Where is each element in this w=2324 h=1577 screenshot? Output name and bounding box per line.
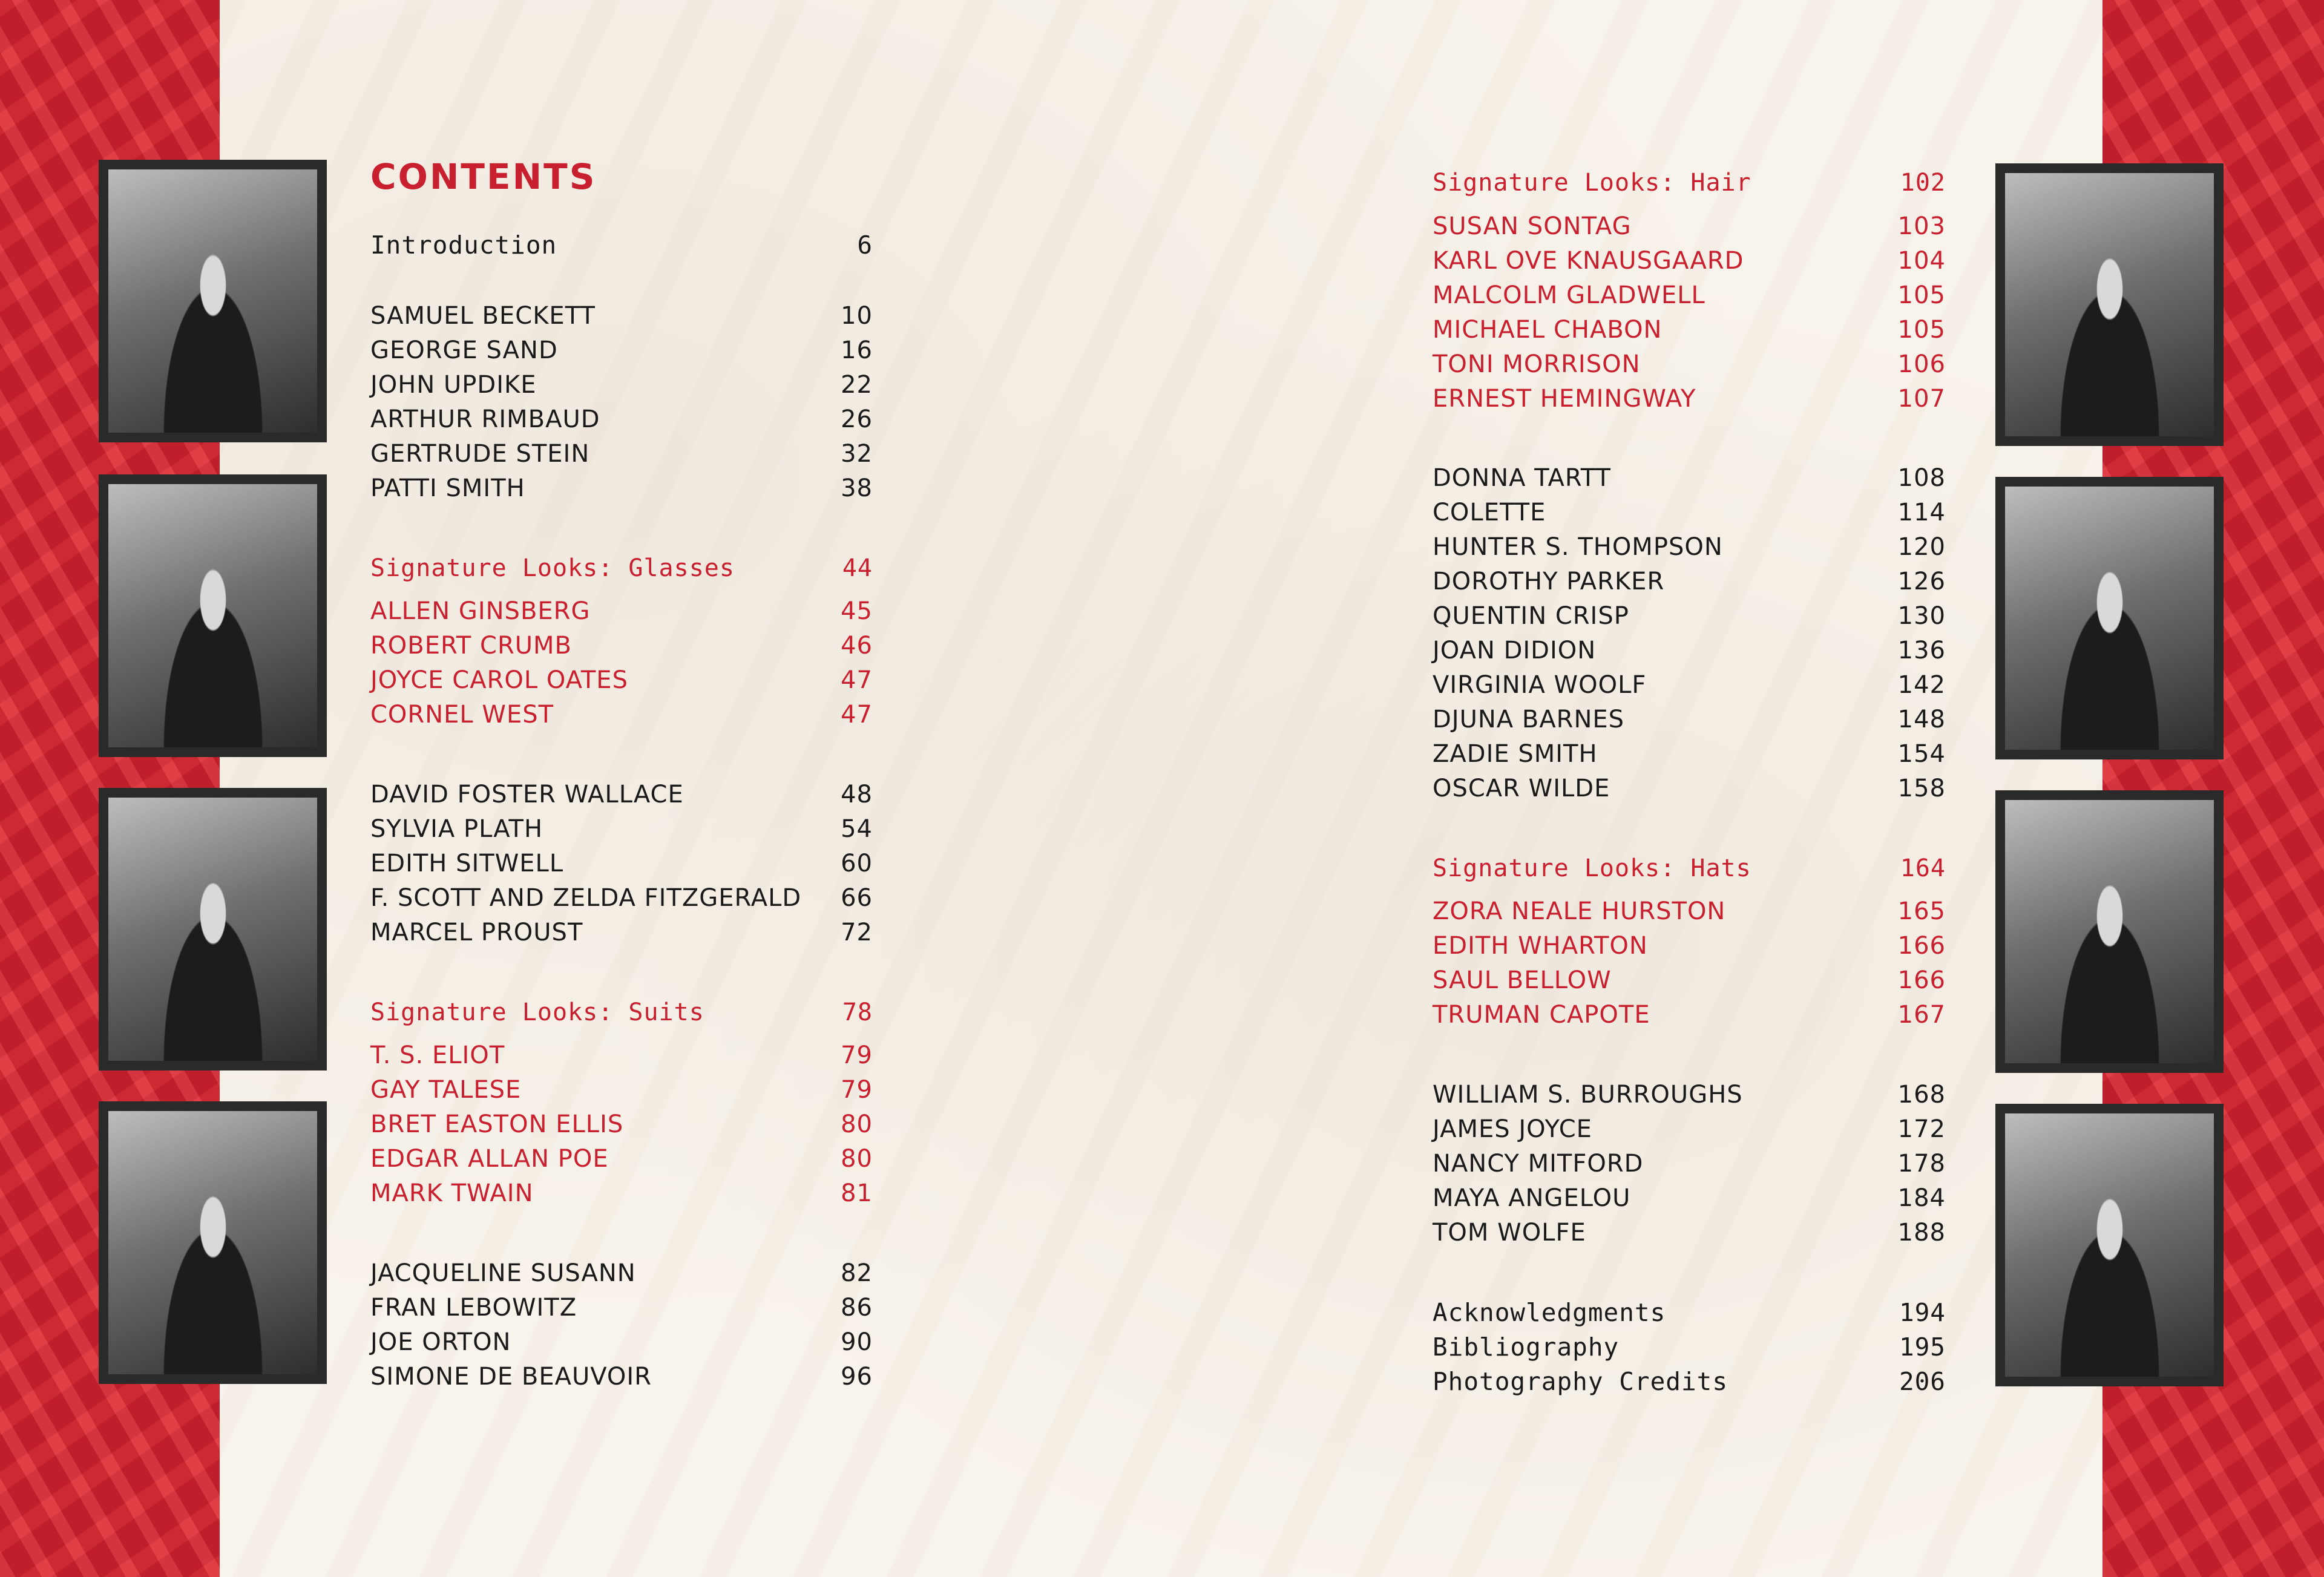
toc-entry	[1433, 1077, 1946, 1113]
toc-entry-page: 136	[1897, 637, 1946, 664]
toc-entry-title: SAUL BELLOW	[1433, 966, 1612, 994]
toc-entry-page: 54	[841, 815, 873, 843]
toc-entry-title: MICHAEL CHABON	[1433, 316, 1663, 344]
toc-entry-page: 142	[1897, 671, 1946, 699]
toc-entry-page: 26	[841, 405, 873, 433]
toc-entry	[1433, 460, 1946, 496]
toc-entry	[370, 811, 873, 847]
toc-entry-title: ZORA NEALE HURSTON	[1433, 897, 1726, 925]
toc-entry-page: 105	[1897, 281, 1946, 309]
toc-entry	[370, 914, 873, 951]
toc-entry	[1433, 1180, 1946, 1216]
toc-entry-title: SIMONE DE BEAUVOIR	[370, 1363, 652, 1391]
toc-entry-title: T. S. ELIOT	[370, 1041, 505, 1069]
toc-entry-page: 166	[1897, 932, 1946, 960]
toc-entry-title: Acknowledgments	[1433, 1298, 1666, 1327]
toc-entry-page: 81	[841, 1179, 873, 1207]
toc-entry-title: BRET EASTON ELLIS	[370, 1110, 624, 1138]
toc-entry-title: DONNA TARTT	[1433, 464, 1611, 492]
toc-entry	[1433, 346, 1946, 382]
toc-entry-title: GERTRUDE STEIN	[370, 440, 590, 468]
toc-entry-title: MALCOLM GLADWELL	[1433, 281, 1705, 309]
toc-entry-page: 158	[1897, 775, 1946, 802]
toc-entry-title: Signature Looks: Suits	[370, 998, 704, 1026]
toc-entry	[1433, 1329, 1946, 1365]
toc-entry	[370, 593, 873, 629]
toc-entry	[370, 550, 873, 586]
toc-entry-page: 106	[1897, 350, 1946, 378]
toc-entry-page: 108	[1897, 464, 1946, 492]
toc-entry-title: GAY TALESE	[370, 1076, 522, 1104]
toc-entry	[1433, 962, 1946, 998]
toc-entry	[370, 298, 873, 334]
toc-entry-title: DOROTHY PARKER	[1433, 568, 1665, 595]
toc-entry-page: 32	[841, 440, 873, 468]
toc-entry-title: JACQUELINE SUSANN	[370, 1259, 636, 1287]
toc-entry	[1433, 277, 1946, 313]
toc-entry	[370, 1141, 873, 1177]
toc-entry	[370, 662, 873, 698]
toc-entry-title: DAVID FOSTER WALLACE	[370, 781, 684, 808]
toc-entry	[370, 227, 873, 263]
toc-entry	[1433, 312, 1946, 348]
toc-entry-title: WILLIAM S. BURROUGHS	[1433, 1081, 1743, 1109]
toc-entry	[370, 1072, 873, 1108]
toc-entry-title: KARL OVE KNAUSGAARD	[1433, 247, 1744, 275]
toc-entry-page: 10	[841, 302, 873, 330]
toc-entry-page: 79	[841, 1041, 873, 1069]
portrait-photo-4	[99, 1101, 327, 1384]
toc-entry	[1433, 494, 1946, 531]
toc-entry	[370, 367, 873, 403]
toc-entry	[370, 697, 873, 733]
toc-entry	[1433, 1215, 1946, 1251]
portrait-photo-2	[99, 474, 327, 757]
toc-entry	[1433, 1146, 1946, 1182]
toc-entry	[1433, 850, 1946, 887]
toc-entry-title: ERNEST HEMINGWAY	[1433, 385, 1696, 413]
toc-entry	[370, 332, 873, 369]
toc-entry-title: OSCAR WILDE	[1433, 775, 1610, 802]
toc-entry-page: 105	[1897, 316, 1946, 344]
toc-entry-title: SAMUEL BECKETT	[370, 302, 596, 330]
toc-entry-page: 44	[842, 554, 873, 582]
toc-entry-title: TRUMAN CAPOTE	[1433, 1001, 1650, 1029]
toc-entry-title: PATTI SMITH	[370, 474, 525, 502]
toc-entry-title: SUSAN SONTAG	[1433, 212, 1632, 240]
toc-entry-title: JOAN DIDION	[1433, 637, 1597, 664]
toc-entry-title: ZADIE SMITH	[1433, 740, 1598, 768]
toc-entry-page: 96	[841, 1363, 873, 1391]
toc-entry	[1433, 598, 1946, 634]
toc-entry-page: 46	[841, 632, 873, 660]
toc-entry-title: Bibliography	[1433, 1333, 1620, 1362]
toc-entry	[1433, 667, 1946, 703]
toc-entry-title: SYLVIA PLATH	[370, 815, 543, 843]
toc-entry	[1433, 997, 1946, 1033]
toc-entry-title: MARK TWAIN	[370, 1179, 534, 1207]
toc-entry-title: COLETTE	[1433, 499, 1546, 526]
portrait-photo-8	[1995, 1104, 2224, 1386]
toc-entry-title: VIRGINIA WOOLF	[1433, 671, 1647, 699]
toc-entry-title: JOHN UPDIKE	[370, 371, 537, 399]
toc-entry-page: 148	[1897, 706, 1946, 733]
toc-entry-title: TOM WOLFE	[1433, 1219, 1586, 1247]
toc-entry-page: 6	[857, 231, 873, 260]
toc-entry	[370, 776, 873, 813]
portrait-photo-5	[1995, 163, 2224, 446]
toc-entry	[1433, 1363, 1946, 1400]
contents-heading: CONTENTS	[370, 156, 597, 197]
toc-entry-title: HUNTER S. THOMPSON	[1433, 533, 1723, 561]
toc-entry-page: 172	[1897, 1115, 1946, 1143]
toc-entry	[370, 436, 873, 472]
toc-entry-title: ARTHUR RIMBAUD	[370, 405, 600, 433]
toc-entry	[370, 1359, 873, 1395]
toc-entry-page: 195	[1899, 1333, 1946, 1362]
toc-entry-page: 79	[841, 1076, 873, 1104]
toc-entry-title: EDITH SITWELL	[370, 850, 564, 877]
toc-entry	[1433, 701, 1946, 738]
toc-entry	[370, 845, 873, 882]
toc-entry-page: 168	[1897, 1081, 1946, 1109]
toc-entry-title: Introduction	[370, 231, 557, 260]
portrait-photo-7	[1995, 790, 2224, 1073]
toc-entry-title: EDITH WHARTON	[1433, 932, 1648, 960]
toc-entry-title: JOE ORTON	[370, 1328, 511, 1356]
toc-entry-page: 102	[1900, 169, 1946, 197]
toc-entry	[1433, 893, 1946, 929]
toc-entry-title: FRAN LEBOWITZ	[370, 1294, 577, 1322]
toc-entry	[370, 1290, 873, 1326]
toc-entry	[1433, 165, 1946, 201]
toc-entry-page: 60	[841, 850, 873, 877]
toc-entry-title: JAMES JOYCE	[1433, 1115, 1592, 1143]
toc-entry-page: 45	[841, 597, 873, 625]
toc-entry-page: 166	[1897, 966, 1946, 994]
toc-entry-title: TONI MORRISON	[1433, 350, 1641, 378]
toc-entry-page: 130	[1897, 602, 1946, 630]
toc-entry-page: 114	[1897, 499, 1946, 526]
toc-entry-page: 48	[841, 781, 873, 808]
portrait-photo-1	[99, 160, 327, 442]
toc-entry-page: 38	[841, 474, 873, 502]
toc-entry-title: JOYCE CAROL OATES	[370, 666, 628, 694]
toc-entry	[1433, 928, 1946, 964]
toc-entry	[1433, 632, 1946, 669]
toc-entry-page: 188	[1897, 1219, 1946, 1247]
toc-entry-title: CORNEL WEST	[370, 701, 554, 729]
toc-entry-title: Signature Looks: Hats	[1433, 854, 1751, 882]
toc-entry-page: 194	[1899, 1298, 1946, 1327]
toc-entry	[370, 880, 873, 916]
toc-entry-title: ROBERT CRUMB	[370, 632, 572, 660]
toc-entry-title: MAYA ANGELOU	[1433, 1184, 1631, 1212]
toc-entry	[370, 470, 873, 507]
toc-entry-title: ALLEN GINSBERG	[370, 597, 591, 625]
toc-entry	[1433, 770, 1946, 807]
toc-entry-page: 82	[841, 1259, 873, 1287]
portrait-photo-3	[99, 788, 327, 1070]
toc-entry-title: DJUNA BARNES	[1433, 706, 1625, 733]
toc-entry	[1433, 736, 1946, 772]
toc-entry-page: 165	[1897, 897, 1946, 925]
toc-entry	[370, 1175, 873, 1211]
toc-entry	[370, 628, 873, 664]
toc-entry-page: 164	[1900, 854, 1946, 882]
toc-entry-page: 104	[1897, 247, 1946, 275]
toc-entry	[1433, 381, 1946, 417]
toc-entry-page: 154	[1897, 740, 1946, 768]
toc-entry-page: 178	[1897, 1150, 1946, 1178]
toc-entry-title: EDGAR ALLAN POE	[370, 1145, 609, 1173]
toc-entry	[1433, 1111, 1946, 1147]
portrait-photo-6	[1995, 477, 2224, 759]
toc-entry-title: Photography Credits	[1433, 1367, 1728, 1396]
toc-entry-title: Signature Looks: Glasses	[370, 554, 735, 582]
toc-entry-page: 22	[841, 371, 873, 399]
toc-entry	[1433, 1294, 1946, 1331]
toc-entry	[1433, 208, 1946, 244]
toc-entry-title: QUENTIN CRISP	[1433, 602, 1629, 630]
toc-entry-page: 120	[1897, 533, 1946, 561]
toc-entry-title: F. SCOTT AND ZELDA FITZGERALD	[370, 884, 802, 912]
toc-entry	[370, 1324, 873, 1360]
toc-entry	[370, 401, 873, 438]
toc-entry-page: 72	[841, 919, 873, 946]
toc-entry	[370, 1037, 873, 1074]
toc-entry-page: 78	[842, 998, 873, 1026]
toc-entry-page: 107	[1897, 385, 1946, 413]
toc-entry	[370, 1255, 873, 1291]
toc-entry-page: 184	[1897, 1184, 1946, 1212]
toc-entry-title: NANCY MITFORD	[1433, 1150, 1644, 1178]
toc-entry	[1433, 563, 1946, 600]
toc-entry-page: 80	[841, 1110, 873, 1138]
toc-entry-page: 16	[841, 336, 873, 364]
toc-entry	[370, 1106, 873, 1143]
toc-entry-page: 126	[1897, 568, 1946, 595]
toc-entry-page: 206	[1899, 1367, 1946, 1396]
toc-entry	[370, 994, 873, 1031]
toc-entry-page: 80	[841, 1145, 873, 1173]
toc-entry	[1433, 529, 1946, 565]
toc-entry-title: MARCEL PROUST	[370, 919, 583, 946]
toc-entry-page: 47	[841, 666, 873, 694]
toc-entry-page: 167	[1897, 1001, 1946, 1029]
toc-entry-title: GEORGE SAND	[370, 336, 558, 364]
toc-entry	[1433, 243, 1946, 279]
toc-entry-page: 90	[841, 1328, 873, 1356]
toc-entry-page: 103	[1897, 212, 1946, 240]
toc-entry-page: 86	[841, 1294, 873, 1322]
toc-entry-title: Signature Looks: Hair	[1433, 169, 1751, 197]
toc-entry-page: 47	[841, 701, 873, 729]
toc-entry-page: 66	[841, 884, 873, 912]
